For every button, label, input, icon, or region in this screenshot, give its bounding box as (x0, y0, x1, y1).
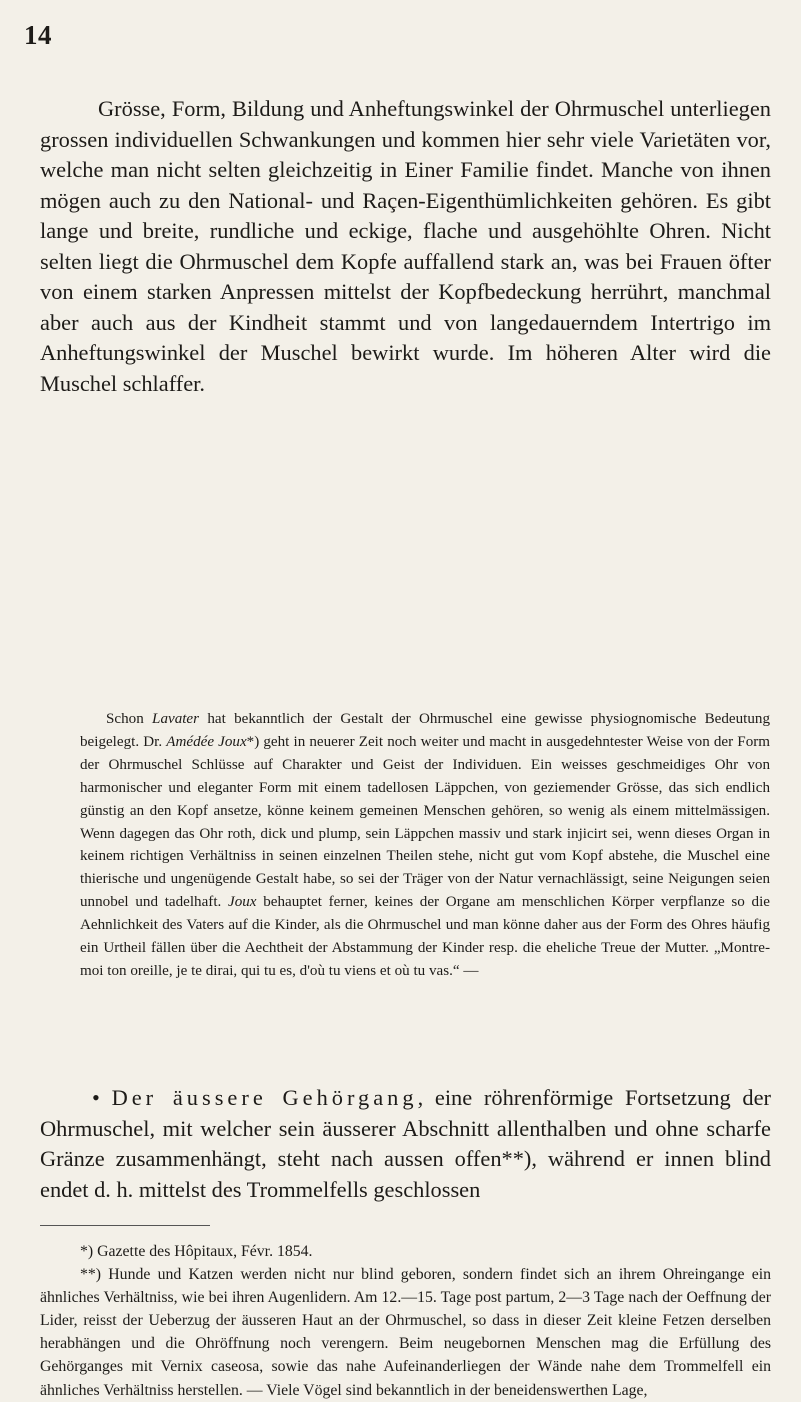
footnotes (40, 1240, 771, 1402)
section-text-1: , eine röhrenförmige Fortsetzung der Ohrmuschel, mit welcher sein äusserer Abschnitt allenthalben und ohne scharfe Gränze zusammenhängt, steht nach aussen offen (40, 1085, 772, 1171)
section-text-2: , während er innen blind endet d. h. mittelst des Trommelfells geschlossen (40, 1146, 771, 1202)
author-joux: Amédée Joux (166, 733, 247, 750)
section-term: Der äussere Gehörgang (111, 1085, 418, 1110)
footnote-ref-2: **) (501, 1146, 532, 1171)
author-joux-2: Joux (228, 894, 257, 911)
paragraph-ear-shape: Grösse, Form, Bildung und Anheftungswinkel der Ohrmuschel unterliegen grossen individuellen Schwankungen und kommen hier sehr viele Varietäten vor, welche man nicht selten gleichzeitig in Einer Familie findet. Manche von ihnen mögen auch zu den National- und Raçen-Eigenthümlichkeiten gehören. Es gibt lange und breite, rundliche und eckige, flache und ausgehöhlte Ohren. Nicht selten liegt die Ohrmuschel dem Kopfe auffallend stark an, was bei Frauen öfter von einem starken Anpressen mittelst der Kopfbedeckung herrührt, manchmal aber auch aus der Kindheit stammt und von langedauerndem Intertrigo im Anheftungswinkel der Muschel bewirkt wurde. Im höheren Alter wird die Muschel schlaffer. (40, 96, 771, 396)
footnote-2: **) Hunde und Katzen werden nicht nur blind geboren, sondern findet sich an ihrem Ohreingange ein ähnliches Verhältniss, wie bei ihren Augenlidern. Am 12.—15. Tage post partum, 2—3 Tage nach der Oeffnung der Lider, reisst der Ueberzug der äusseren Haut an der Ohrmuschel, so dass in dieser Zeit kleine Fetzen derselben herabhängen und die Ohröffnung noch verengern. Beim neugebornen Menschen mag die Erfüllung des Gehörganges mit Vernix caseosa, sowie das nahe Aufeinanderliegen der Wände nahe dem Trommelfell ein ähnliches Verhältniss herstellen. — Viele Vögel sind bekanntlich in der beneidenswerthen Lage, (40, 1266, 771, 1399)
note-part1: hat bekanntlich der Gestalt der Ohrmuschel eine gewisse physiognomische Bedeutung beigelegt. Dr. (80, 711, 770, 750)
physiognomy-note (80, 708, 770, 983)
section-ear-canal (40, 1083, 771, 1205)
author-lavater: Lavater (152, 711, 200, 727)
note-part3: behauptet ferner, keines der Organe am menschlichen Körper verpflanze so die Aehnlichkeit des Vaters auf die Kinder, als die Ohrmuschel und man könne daher aus der Form des Ohres häufig ein Urtheil fällen über die Aechtheit der Abstammung der Kinder resp. die eheliche Treue der Mutter. „Montre-moi ton oreille, je te dirai, qui tu es, d'où tu viens et où tu vas.“ — (80, 894, 770, 979)
footnote-1: *) Gazette des Hôpitaux, Févr. 1854. (80, 1243, 313, 1260)
main-text (40, 94, 771, 399)
footnote-ref-1: *) (246, 733, 260, 750)
page-number: 14 (24, 20, 52, 50)
section-marker: • (92, 1085, 100, 1110)
note-part2: geht in neuerer Zeit noch weiter und macht in ausgedehntester Weise von der Form der Ohrmuschel Schlüsse auf Charakter und Geist der Individuen. Ein weisses geschmeidiges Ohr von harmonischer und eleganter Form mit einem tadellosen Läppchen, von geziemender Grösse, das sich endlich günstig an den Kopf ansetze, könne keinem gemeinen Menschen gehören, so wenig als einem mittelmässigen. Wenn dagegen das Ohr roth, dick und plump, sein Läppchen massiv und stark injicirt sei, wenn dieses Organ in keinem richtigen Verhältniss in seinen einzelnen Theilen stehe, nicht gut vom Kopf abstehe, die Muschel eine thierische und ungenügende Gestalt habe, so sei der Träger von der Natur vernachlässigt, seine Neigungen seien unnobel und tadelhaft. (80, 733, 771, 911)
footnote-divider (40, 1225, 210, 1226)
note-intro: Schon (106, 711, 153, 727)
